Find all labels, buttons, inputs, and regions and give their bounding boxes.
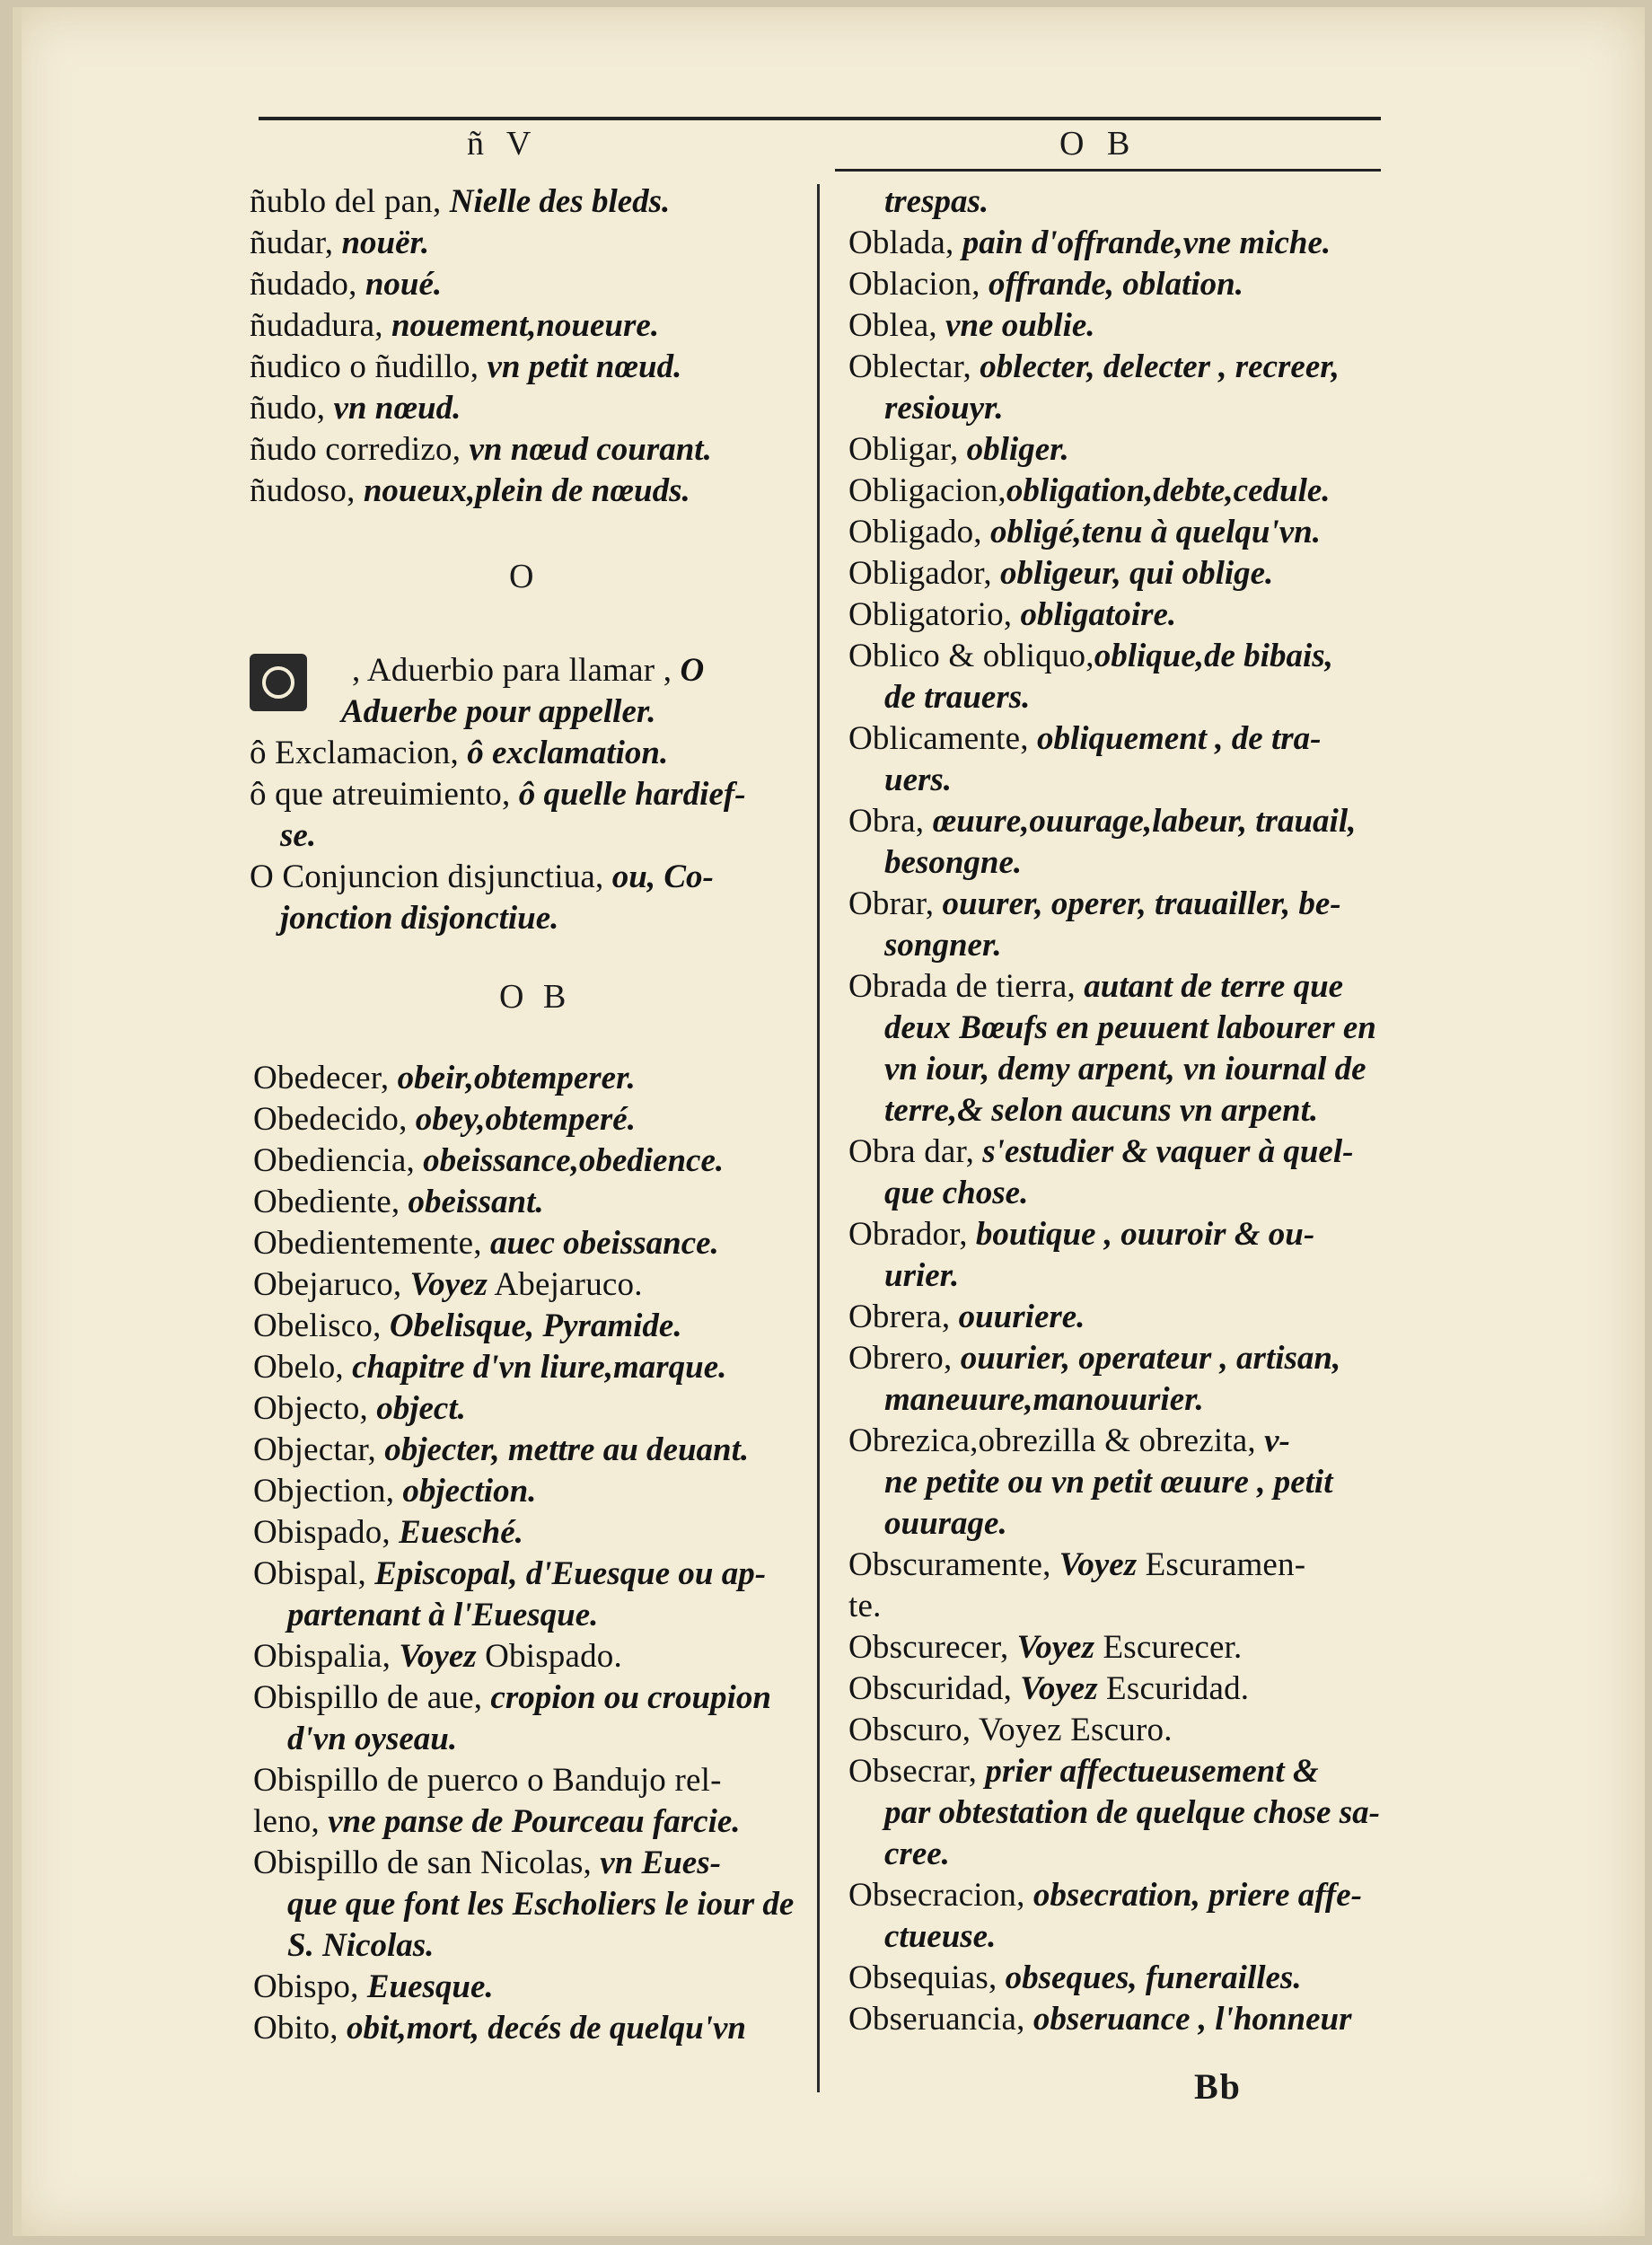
dictionary-entry	[253, 1677, 771, 1719]
french-gloss: de trauers.	[884, 679, 1031, 716]
spanish-term: ñudar,	[250, 224, 334, 261]
french-gloss: nouement,noueure.	[382, 307, 660, 344]
french-gloss: Euesché.	[390, 1514, 523, 1551]
spanish-term: Obra,	[848, 803, 925, 840]
dictionary-entry	[253, 1512, 523, 1554]
dictionary-entry	[253, 1760, 722, 1801]
french-gloss: objection.	[394, 1473, 537, 1510]
french-gloss: Euesque.	[358, 1968, 494, 2005]
page-edge	[13, 7, 22, 2236]
french-gloss: boutique , ouuroir & ou-	[967, 1216, 1315, 1253]
dictionary-entry	[884, 1792, 1380, 1834]
spanish-term: ñublo del pan,	[250, 183, 442, 220]
french-gloss: S. Nicolas.	[287, 1927, 435, 1964]
cross-reference-term: Obispado.	[476, 1638, 622, 1675]
dictionary-entry	[884, 677, 1030, 718]
spanish-term: Obscuramente,	[848, 1546, 1051, 1583]
french-gloss: ouurage.	[884, 1505, 1007, 1542]
dictionary-entry	[253, 1264, 643, 1306]
dictionary-entry	[848, 1999, 1351, 2040]
dictionary-entry	[250, 223, 429, 264]
spanish-term: Obligador,	[848, 555, 992, 592]
french-gloss: obligation,debte,cedule.	[1006, 472, 1331, 509]
dictionary-entry	[253, 1554, 766, 1595]
dictionary-entry	[848, 884, 1341, 925]
dictionary-entry	[884, 1503, 1007, 1545]
spanish-term: Obispalia,	[253, 1638, 391, 1675]
spanish-term: Obrada de tierra,	[848, 968, 1076, 1005]
dictionary-entry	[253, 1636, 622, 1677]
dictionary-entry	[884, 181, 989, 223]
french-gloss: vn nœud.	[325, 390, 461, 427]
spanish-term: Obelo,	[253, 1349, 344, 1386]
dictionary-entry	[287, 1595, 598, 1636]
french-gloss: Nielle des bleds.	[441, 183, 671, 220]
french-gloss: vn nœud courant.	[461, 431, 712, 468]
dictionary-entry	[848, 1875, 1362, 1916]
french-gloss: Voyez	[401, 1266, 488, 1303]
dictionary-entry	[253, 1471, 536, 1512]
dictionary-entry	[884, 1173, 1028, 1214]
cross-reference-term: Escuro.	[1061, 1712, 1173, 1748]
dictionary-entry	[848, 347, 1340, 388]
french-gloss: cropion ou croupion	[482, 1679, 771, 1716]
dictionary-entry	[884, 1008, 1376, 1049]
dictionary-entry	[253, 1843, 721, 1884]
french-gloss: obliger.	[958, 431, 1069, 468]
cross-reference-term: Escurecer.	[1094, 1629, 1243, 1666]
french-gloss: obeir,obtemperer.	[389, 1060, 636, 1096]
french-gloss: s'estudier & vaquer à quel-	[974, 1133, 1354, 1170]
spanish-term: Obispillo de puerco o Bandujo rel-	[253, 1762, 722, 1799]
french-gloss: vne panse de Pourceau farcie.	[319, 1803, 741, 1840]
french-gloss: noué.	[356, 266, 443, 303]
spanish-term: Oblea,	[848, 307, 937, 344]
french-gloss: O	[672, 652, 705, 689]
spanish-term: Obediencia,	[253, 1142, 415, 1179]
dictionary-entry	[848, 223, 1331, 264]
signature-mark: Bb	[1194, 2066, 1242, 2107]
dictionary-entry	[884, 1834, 950, 1875]
dictionary-entry	[848, 1751, 1319, 1792]
header-rule	[259, 117, 1381, 120]
dictionary-entry	[250, 774, 746, 815]
spanish-term: Obscuridad,	[848, 1670, 1013, 1707]
dictionary-entry	[250, 181, 670, 223]
french-gloss: vn iour, demy arpent, vn iournal de	[884, 1051, 1366, 1087]
dictionary-entry	[884, 1379, 1204, 1421]
dictionary-entry	[250, 857, 714, 898]
dictionary-entry	[352, 650, 704, 691]
dictionary-entry	[848, 1131, 1353, 1173]
french-gloss: Voyez	[391, 1638, 477, 1675]
french-gloss: ou, Co-	[603, 858, 714, 895]
dictionary-entry	[848, 1627, 1243, 1668]
dictionary-entry	[250, 264, 442, 305]
french-gloss: deux Bœufs en peuuent labourer en	[884, 1009, 1376, 1046]
french-gloss: Voyez	[1008, 1629, 1094, 1666]
french-gloss: ouuriere.	[950, 1299, 1085, 1335]
dictionary-entry	[250, 388, 461, 429]
spanish-term: ñudadura,	[250, 307, 383, 344]
spanish-term: ñudico o ñudillo,	[250, 348, 479, 385]
french-gloss: oblecter, delecter , recreer,	[971, 348, 1340, 385]
dictionary-entry	[253, 1223, 719, 1264]
spanish-term: Obedecer,	[253, 1060, 390, 1096]
dictionary-entry	[250, 429, 712, 471]
dictionary-entry	[848, 718, 1321, 760]
spanish-term: ñudoso,	[250, 472, 356, 509]
french-gloss: Obelisque, Pyramide.	[381, 1307, 682, 1344]
french-gloss: obliquement , de tra-	[1028, 720, 1322, 757]
dictionary-entry	[341, 691, 656, 733]
spanish-term: te.	[848, 1588, 882, 1624]
french-gloss: pain d'offrande,vne miche.	[953, 224, 1331, 261]
dictionary-entry	[848, 1297, 1085, 1338]
dictionary-entry	[848, 594, 1176, 636]
dictionary-entry	[884, 1916, 996, 1958]
column-divider	[817, 184, 820, 2092]
french-gloss: nouër.	[333, 224, 430, 261]
french-gloss: vne oublie.	[936, 307, 1095, 344]
spanish-term: Oblacion,	[848, 266, 980, 303]
dictionary-entry	[848, 305, 1095, 347]
spanish-term: Obrero,	[848, 1340, 953, 1377]
dictionary-entry	[884, 1462, 1332, 1503]
spanish-term: Obediente,	[253, 1184, 400, 1220]
dictionary-entry	[253, 1430, 749, 1471]
spanish-term: Obseruancia,	[848, 2001, 1025, 2038]
dictionary-entry	[848, 1586, 882, 1627]
dictionary-entry	[253, 1388, 466, 1430]
ornamental-initial-o	[250, 654, 307, 711]
french-gloss: obligé,tenu à quelqu'vn.	[981, 514, 1321, 550]
spanish-term: Obispillo de aue,	[253, 1679, 483, 1716]
cross-reference-term: Abejaruco.	[487, 1266, 643, 1303]
spanish-term: Obispillo de san Nicolas,	[253, 1844, 593, 1881]
spanish-term: Obelisco,	[253, 1307, 382, 1344]
french-gloss: uers.	[884, 762, 953, 798]
french-gloss: object.	[367, 1390, 466, 1427]
french-gloss: cree.	[884, 1836, 950, 1872]
french-gloss: ouurer, operer, trauailler, be-	[934, 885, 1341, 922]
spanish-term: Obrezica,obrezilla & obrezita,	[848, 1422, 1256, 1459]
spanish-term: Obsecrar,	[848, 1753, 978, 1790]
french-gloss: urier.	[884, 1257, 960, 1294]
french-gloss: Episcopal, d'Euesque ou ap-	[365, 1555, 767, 1592]
dictionary-entry	[848, 471, 1331, 512]
french-gloss: Voyez	[1050, 1546, 1138, 1583]
french-gloss: partenant à l'Euesque.	[287, 1597, 599, 1633]
french-gloss: obseques, funerailles.	[997, 1959, 1302, 1996]
french-gloss: maneuure,manouurier.	[884, 1381, 1204, 1418]
spanish-term: Obscurecer,	[848, 1629, 1009, 1666]
spanish-term: Obrador,	[848, 1216, 968, 1253]
dictionary-entry	[884, 925, 1002, 966]
french-gloss: obeissance,obedience.	[414, 1142, 725, 1179]
french-gloss: terre,& selon aucuns vn arpent.	[884, 1092, 1319, 1129]
dictionary-entry	[287, 1719, 457, 1760]
dictionary-entry	[250, 305, 659, 347]
cross-reference-term: Escuramen-	[1137, 1546, 1306, 1583]
dictionary-entry	[848, 636, 1333, 677]
dictionary-entry	[848, 966, 1343, 1008]
french-gloss: trespas.	[884, 183, 989, 220]
spanish-term: Obrar,	[848, 885, 935, 922]
spanish-term: Obscuro, Voyez	[848, 1712, 1062, 1748]
french-gloss: v-	[1255, 1422, 1290, 1459]
french-gloss: chapitre d'vn liure,marque.	[343, 1349, 727, 1386]
dictionary-entry	[280, 898, 558, 939]
spanish-term: Obligatorio,	[848, 596, 1013, 633]
french-gloss: œuure,ouurage,labeur, trauail,	[924, 803, 1357, 840]
french-gloss: obit,mort, decés de quelqu'vn	[338, 2010, 746, 2047]
spanish-term: Oblada,	[848, 224, 954, 261]
french-gloss: ô quelle hardief-	[510, 776, 746, 813]
french-gloss: obsecration, priere affe-	[1024, 1877, 1362, 1914]
spanish-term: Objection,	[253, 1473, 395, 1510]
spanish-term: Obsecracion,	[848, 1877, 1025, 1914]
spanish-term: leno,	[253, 1803, 320, 1840]
spanish-term: Objecto,	[253, 1390, 368, 1427]
french-gloss: se.	[280, 817, 317, 854]
french-gloss: objecter, mettre au deuant.	[375, 1431, 750, 1468]
french-gloss: offrande, oblation.	[980, 266, 1243, 303]
dictionary-entry	[848, 553, 1273, 594]
spanish-term: ñudo,	[250, 390, 326, 427]
french-gloss: oblique,de bibais,	[1094, 638, 1333, 674]
dictionary-entry	[253, 1967, 494, 2008]
french-gloss: resiouyr.	[884, 390, 1004, 427]
french-gloss: Voyez	[1012, 1670, 1098, 1707]
dictionary-entry	[884, 1255, 959, 1297]
french-gloss: besongne.	[884, 844, 1023, 881]
dictionary-entry	[250, 347, 681, 388]
spanish-term: Obsequias,	[848, 1959, 997, 1996]
dictionary-entry	[253, 1099, 636, 1140]
french-gloss: autant de terre que	[1076, 968, 1344, 1005]
spanish-term: Oblicamente,	[848, 720, 1029, 757]
section-heading-ob: O B	[499, 978, 572, 1016]
french-gloss: par obtestation de quelque chose sa-	[884, 1794, 1380, 1831]
dictionary-entry	[848, 1545, 1305, 1586]
dictionary-entry	[253, 1306, 682, 1347]
dictionary-entry	[848, 429, 1069, 471]
french-gloss: prier affectueusement &	[977, 1753, 1319, 1790]
french-gloss: obseruance , l'honneur	[1024, 2001, 1352, 2038]
spanish-term: ñudo corredizo,	[250, 431, 461, 468]
dictionary-entry	[253, 1140, 724, 1182]
dictionary-entry	[884, 842, 1022, 884]
spanish-term: Obispo,	[253, 1968, 359, 2005]
spanish-term: Obligacion,	[848, 472, 1006, 509]
spanish-term: Obedientemente,	[253, 1225, 482, 1262]
spanish-term: O Conjuncion disjunctiua,	[250, 858, 604, 895]
dictionary-entry	[848, 801, 1356, 842]
dictionary-entry	[848, 1710, 1173, 1751]
dictionary-entry	[253, 1058, 636, 1099]
french-gloss: obligatoire.	[1012, 596, 1177, 633]
french-gloss: ne petite ou vn petit œuure , petit	[884, 1464, 1333, 1501]
dictionary-entry	[250, 733, 668, 774]
french-gloss: songner.	[884, 927, 1002, 964]
spanish-term: Obejaruco,	[253, 1266, 402, 1303]
dictionary-entry	[250, 471, 690, 512]
spanish-term: Obligar,	[848, 431, 959, 468]
french-gloss: Aduerbe pour appeller.	[341, 693, 656, 730]
french-gloss: que chose.	[884, 1175, 1029, 1211]
spanish-term: , Aduerbio para llamar ,	[352, 652, 672, 689]
spanish-term: Obrera,	[848, 1299, 951, 1335]
dictionary-entry	[848, 1958, 1302, 1999]
spanish-term: Obispado,	[253, 1514, 391, 1551]
spanish-term: Obra dar,	[848, 1133, 975, 1170]
french-gloss: obey,obtemperé.	[407, 1101, 636, 1138]
french-gloss: jonction disjonctiue.	[280, 900, 559, 937]
running-head-right: O B	[1059, 125, 1138, 163]
french-gloss: vn Eues-	[592, 1844, 721, 1881]
dictionary-entry	[287, 1884, 794, 1925]
dictionary-entry	[884, 760, 952, 801]
spanish-term: Oblectar,	[848, 348, 971, 385]
running-head-left: ñ V	[467, 125, 539, 163]
dictionary-entry	[253, 1801, 741, 1843]
dictionary-entry	[280, 815, 316, 857]
spanish-term: Obedecido,	[253, 1101, 408, 1138]
dictionary-entry	[848, 1214, 1314, 1255]
spanish-term: ñudado,	[250, 266, 357, 303]
dictionary-entry	[848, 264, 1243, 305]
dictionary-entry	[884, 388, 1004, 429]
cross-reference-term: Escuridad.	[1097, 1670, 1250, 1707]
header-underline	[835, 169, 1381, 172]
dictionary-entry	[848, 1421, 1290, 1462]
french-gloss: vn petit nœud.	[479, 348, 682, 385]
spanish-term: Obito,	[253, 2010, 338, 2047]
dictionary-entry	[287, 1925, 434, 1967]
dictionary-entry	[884, 1049, 1366, 1090]
french-gloss: auec obeissance.	[481, 1225, 719, 1262]
french-gloss: ctueuse.	[884, 1918, 997, 1955]
dictionary-entry	[848, 1338, 1340, 1379]
spanish-term: ô Exclamacion,	[250, 735, 459, 771]
spanish-term: ô que atreuimiento,	[250, 776, 511, 813]
dictionary-entry	[253, 1347, 726, 1388]
french-gloss: ô exclamation.	[458, 735, 669, 771]
spanish-term: Objectar,	[253, 1431, 376, 1468]
spanish-term: Oblico & obliquo,	[848, 638, 1094, 674]
french-gloss: obligeur, qui oblige.	[991, 555, 1274, 592]
section-heading-o: O	[509, 558, 540, 595]
dictionary-entry	[848, 1668, 1249, 1710]
dictionary-entry	[253, 2008, 746, 2049]
dictionary-entry	[884, 1090, 1318, 1131]
french-gloss: ouurier, operateur , artisan,	[952, 1340, 1341, 1377]
french-gloss: obeissant.	[400, 1184, 544, 1220]
french-gloss: noueux,plein de nœuds.	[355, 472, 690, 509]
spanish-term: Obispal,	[253, 1555, 366, 1592]
spanish-term: Obligado,	[848, 514, 982, 550]
dictionary-entry	[253, 1182, 544, 1223]
dictionary-entry	[848, 512, 1321, 553]
french-gloss: d'vn oyseau.	[287, 1721, 458, 1757]
french-gloss: que que font les Escholiers le iour de	[287, 1886, 795, 1923]
